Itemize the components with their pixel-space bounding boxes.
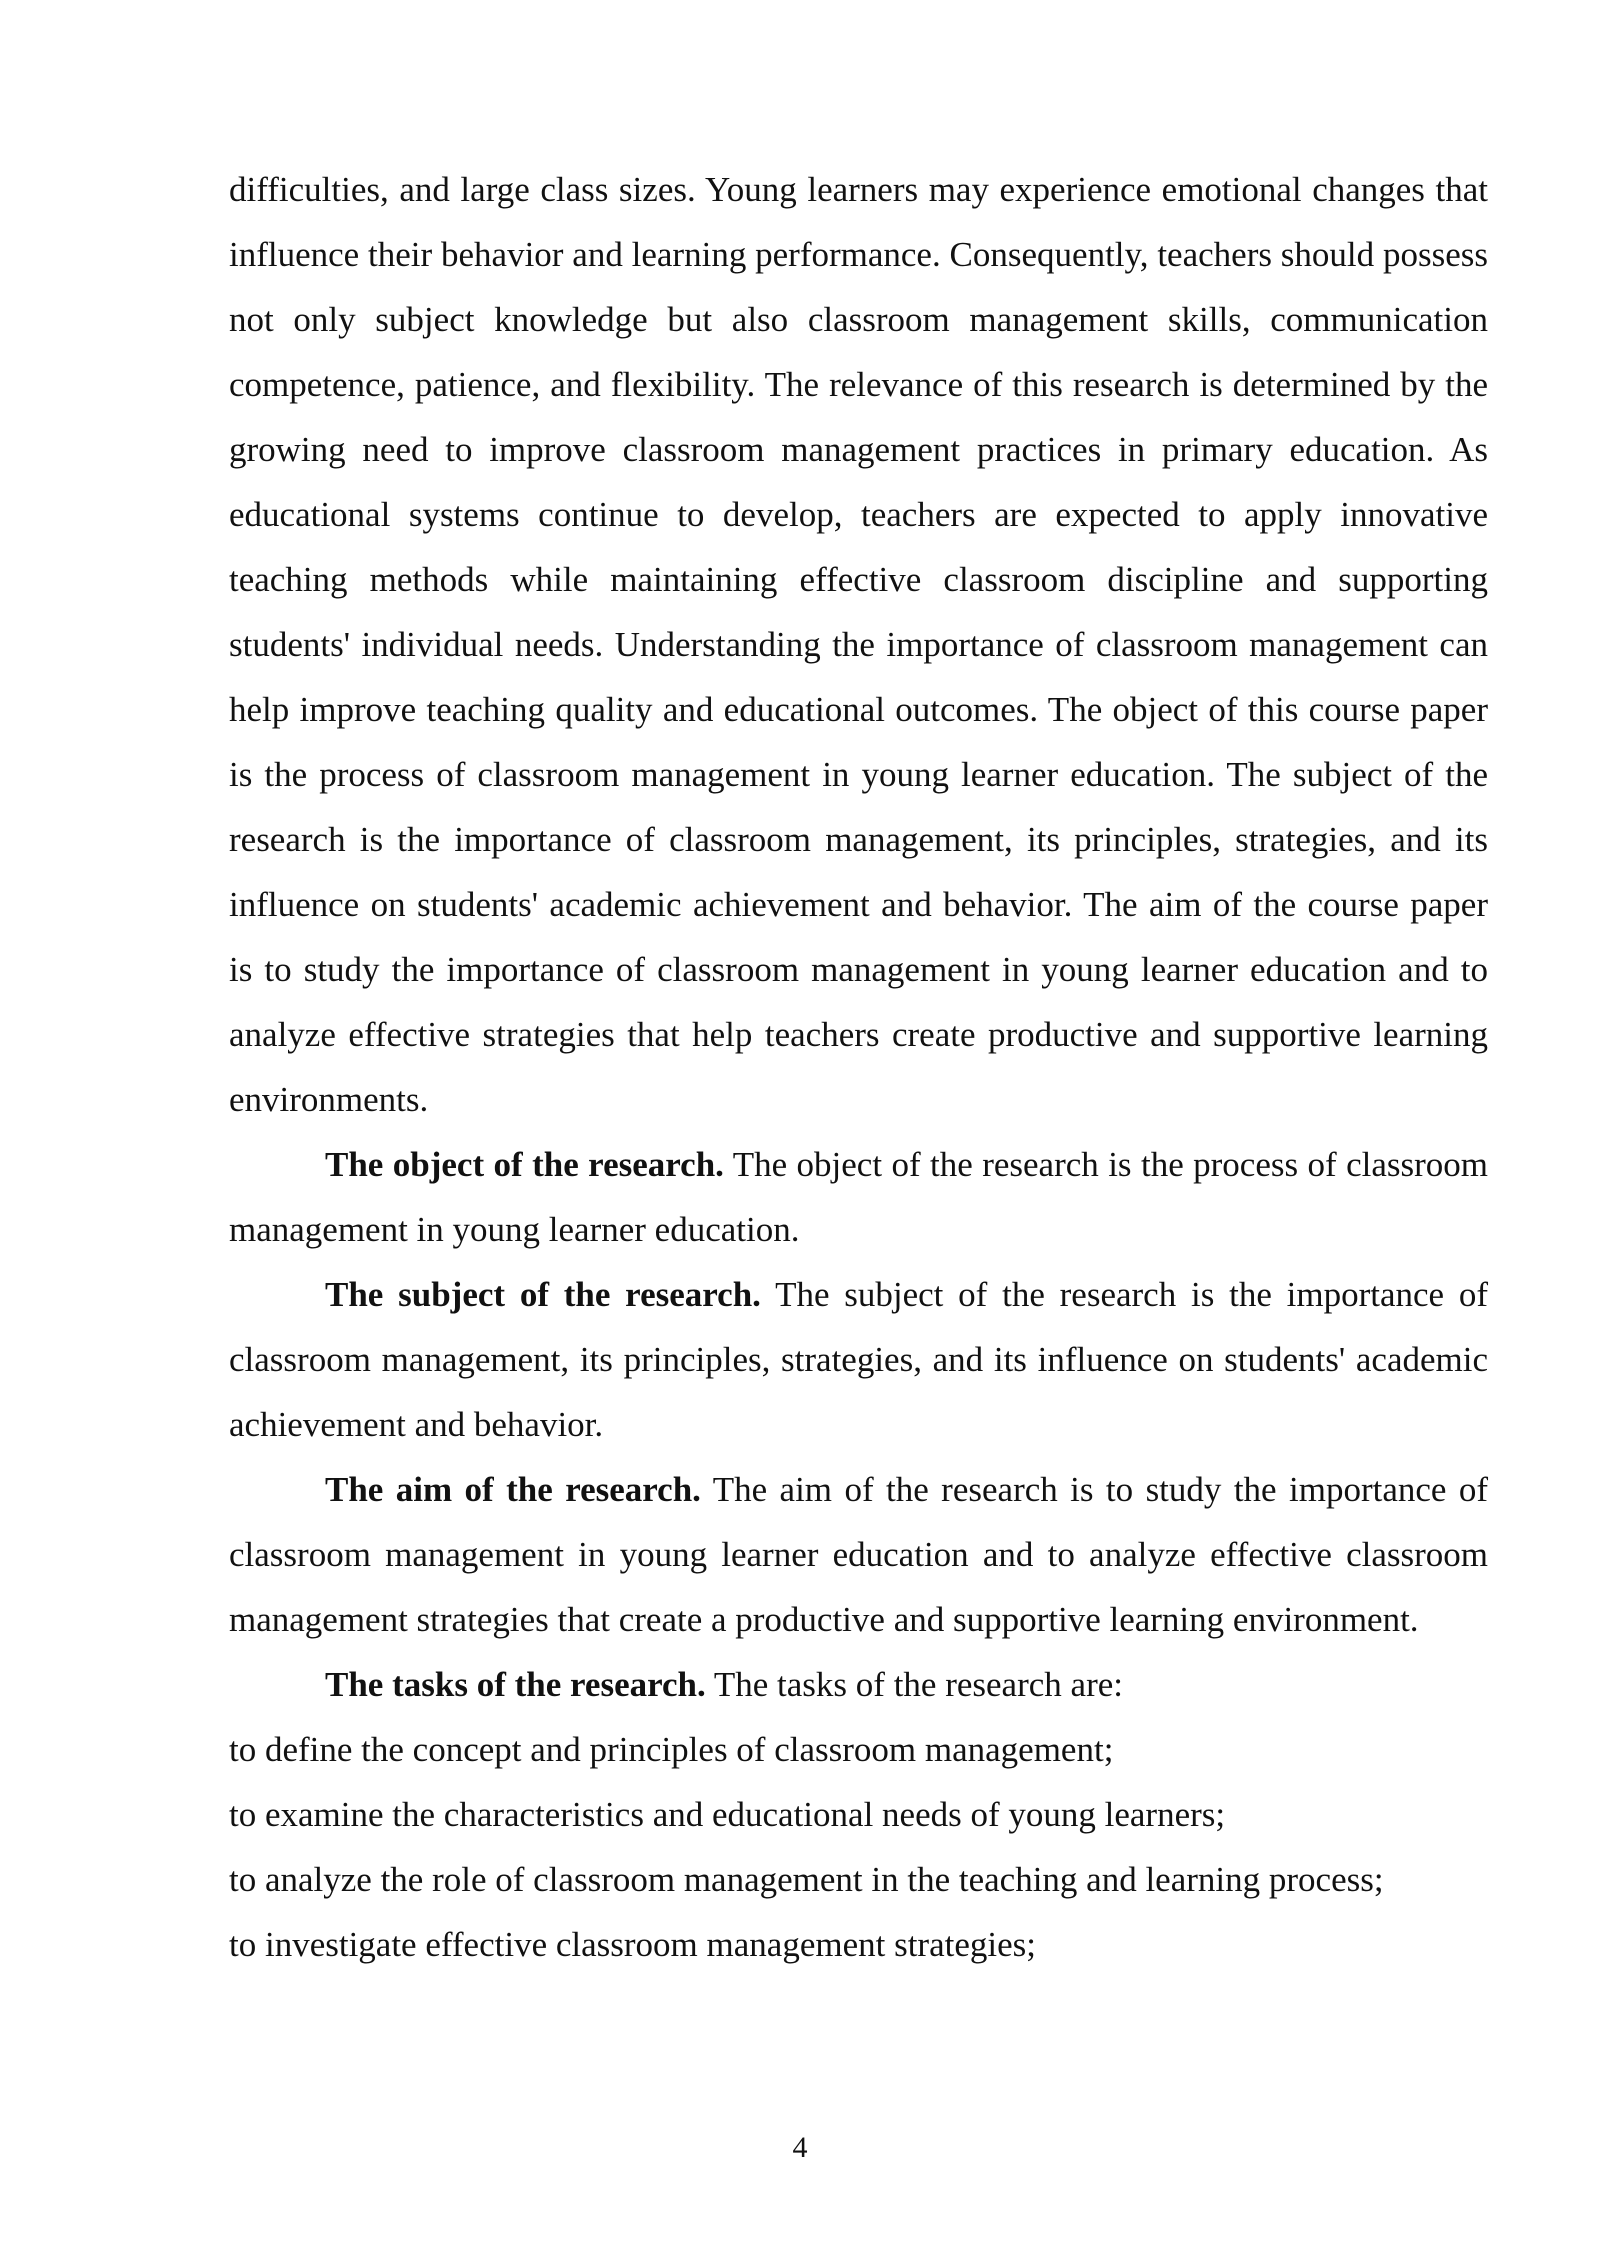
intro-paragraph: difficulties, and large class sizes. Young learners may experience emotional changes that influence their behavior and learning performance. Consequently, teachers should possess not only subject knowledge but also classroom management skills, communication competence, patience, and flexibility. The relevance of this research is determined by the growing need to improve classroom management practices in primary education. As educational systems continue to develop, teachers are expected to apply innovative teaching methods while maintaining effective classroom discipline and supporting students' individual needs. Understanding the importance of classroom management can help improve teaching quality and educational outcomes. The object of this course paper is the process of classroom management in young learner education. The subject of the research is the importance of classroom management, its principles, strategies, and its influence on students' academic achievement and behavior. The aim of the course paper is to study the importance of classroom management in young learner education and to analyze effective strategies that help teachers create productive and supportive learning environments. (229, 170, 1488, 1119)
tasks-heading: The tasks of the research. (325, 1665, 706, 1704)
object-heading: The object of the research. (325, 1145, 724, 1184)
subject-paragraph (229, 1262, 1488, 1457)
tasks-list (229, 1717, 1488, 1977)
task-item: to analyze the role of classroom management in the teaching and learning process; (229, 1860, 1384, 1899)
tasks-paragraph (229, 1652, 1488, 1717)
aim-heading: The aim of the research. (325, 1470, 701, 1509)
task-item: to investigate effective classroom management strategies; (229, 1925, 1036, 1964)
subject-text: The subject of the research is the importance of classroom management, its principles, strategies, and its influence on students' academic achievement and behavior. (229, 1275, 1488, 1444)
aim-paragraph (229, 1457, 1488, 1652)
subject-heading: The subject of the research. (325, 1275, 761, 1314)
document-page (229, 157, 1488, 1977)
aim-text: The aim of the research is to study the importance of classroom management in young learner education and to analyze effective classroom management strategies that create a productive and supportive learning environment. (229, 1470, 1488, 1639)
object-text: The object of the research is the process of classroom management in young learner education. (229, 1145, 1489, 1249)
tasks-text: The tasks of the research are: (705, 1665, 1123, 1704)
task-item: to define the concept and principles of classroom management; (229, 1730, 1114, 1769)
page-number: 4 (792, 2131, 808, 2164)
task-item: to examine the characteristics and educational needs of young learners; (229, 1795, 1226, 1834)
object-paragraph (229, 1132, 1488, 1262)
